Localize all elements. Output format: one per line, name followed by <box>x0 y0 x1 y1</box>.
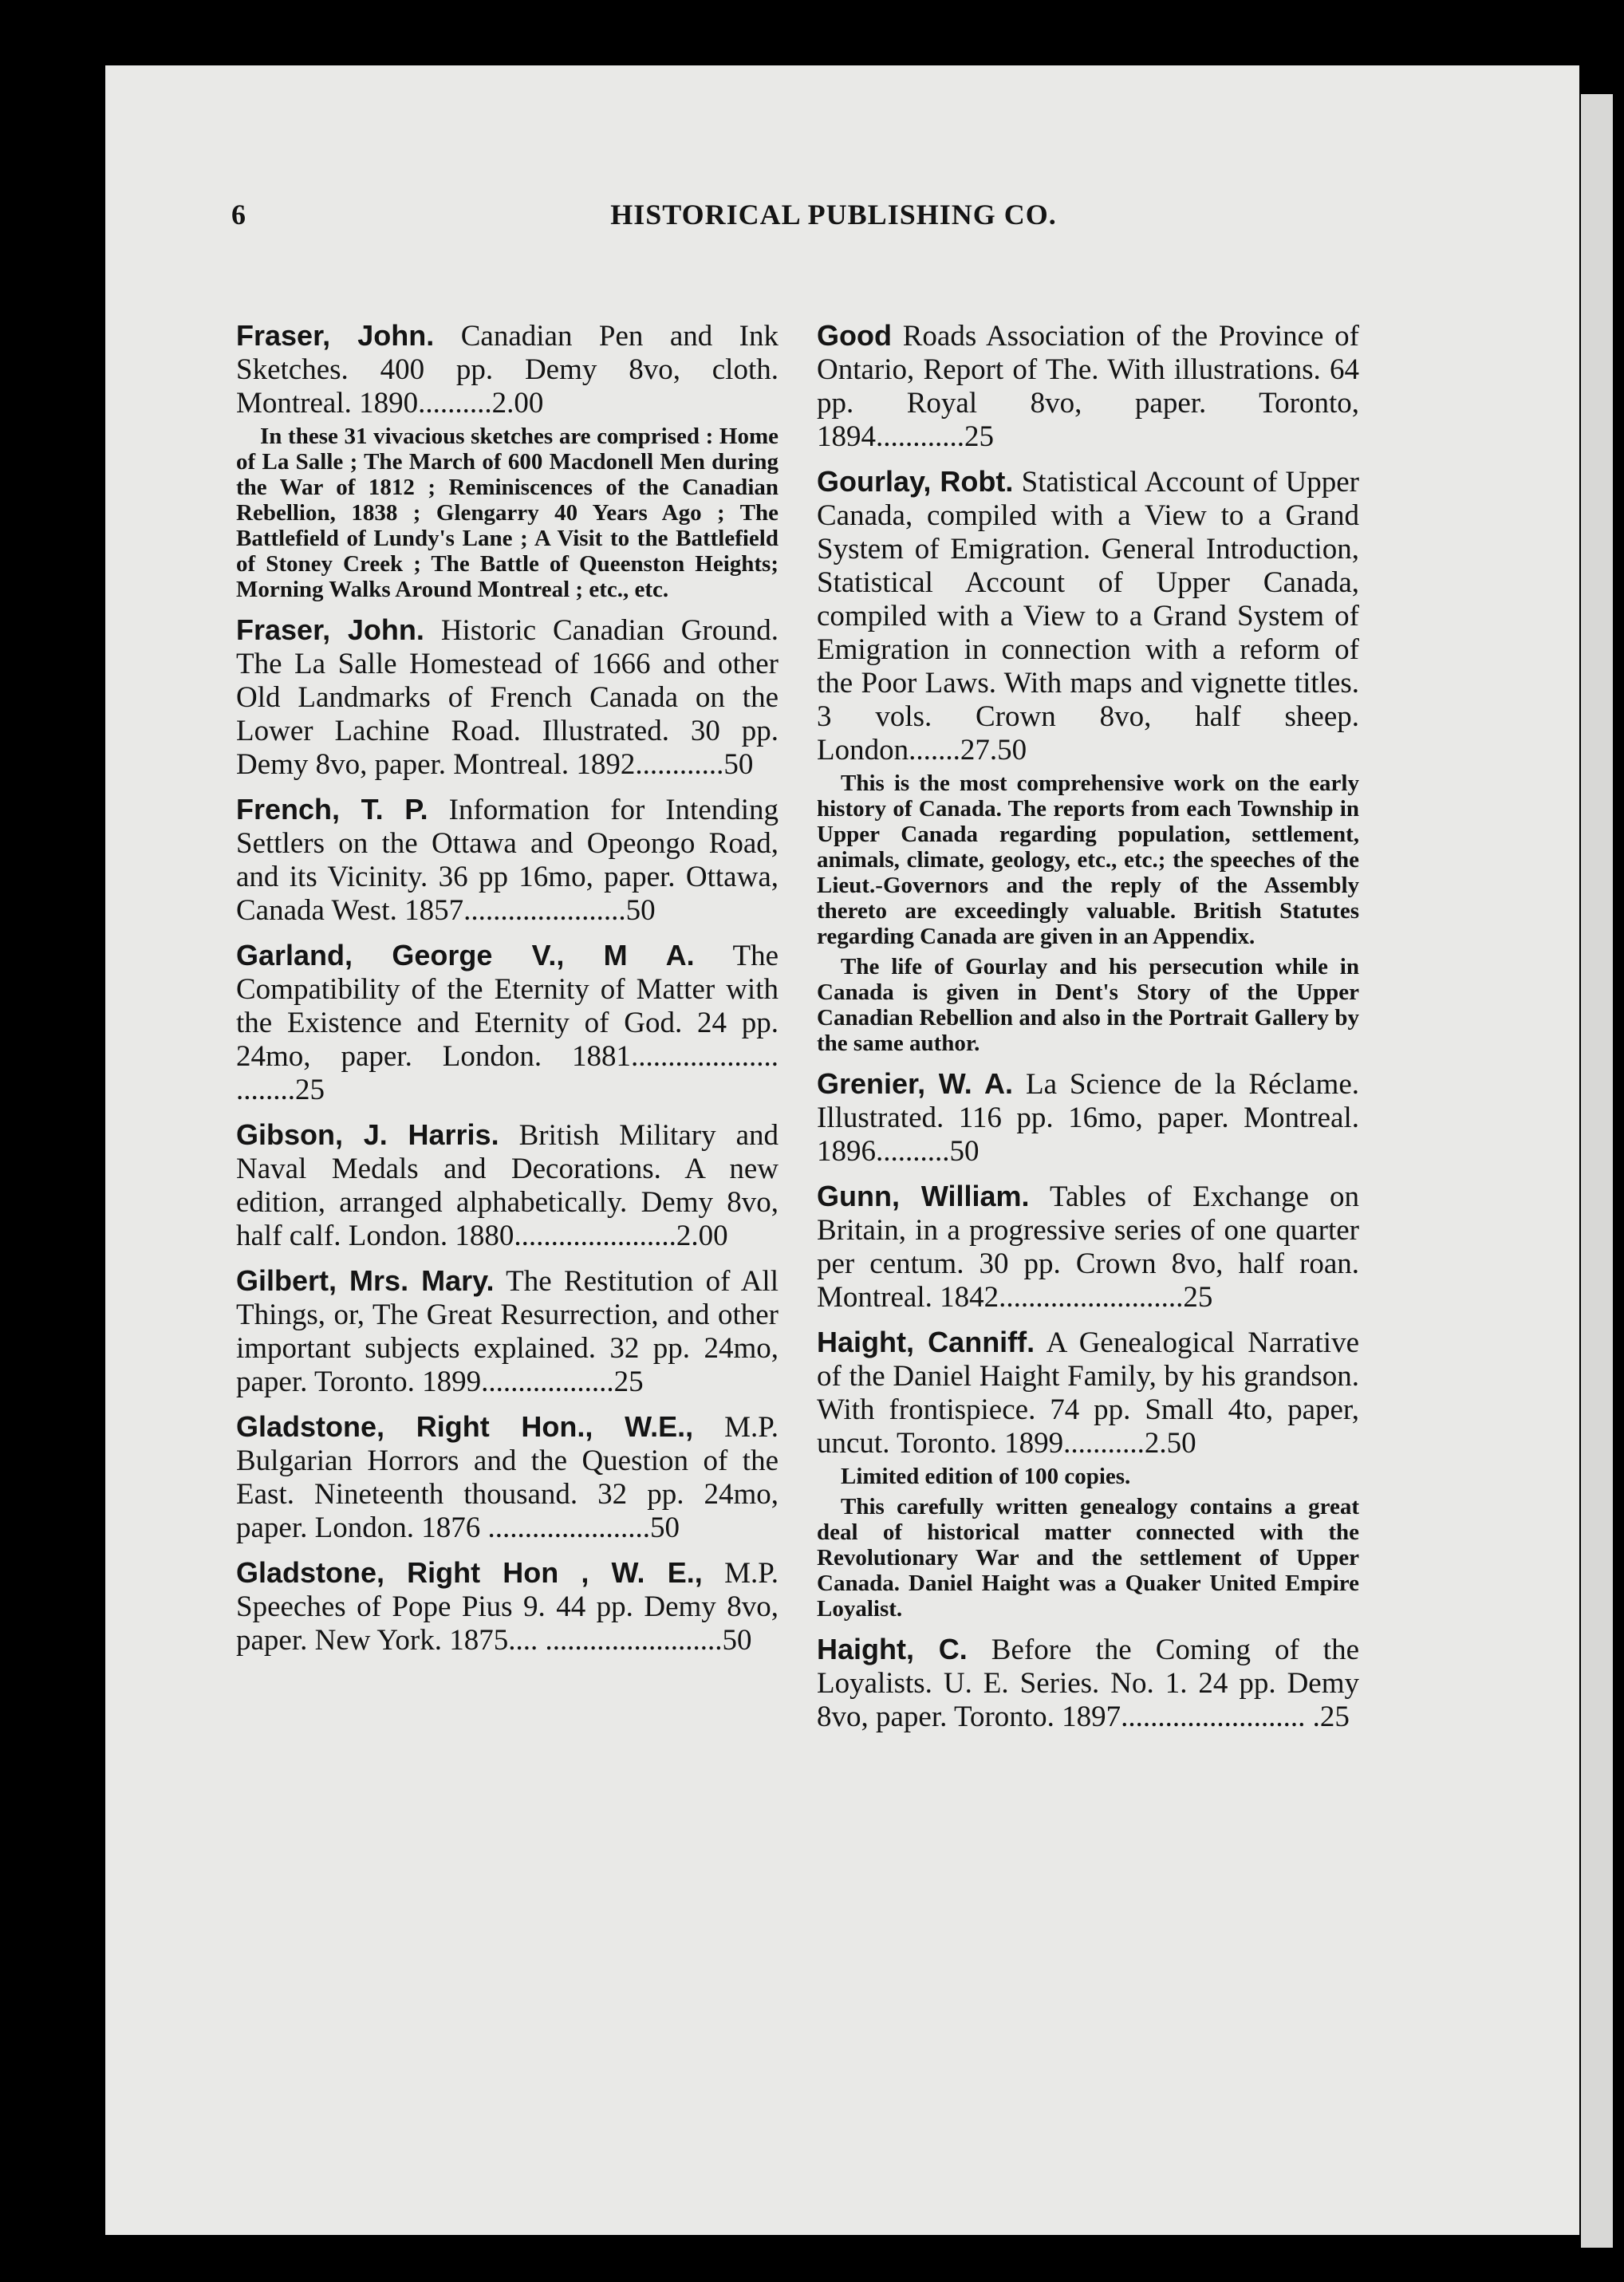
entry-text: Historic Canadian Ground. The La Salle Homestead of 1666 and other Old Landmarks of French Canada on the Lower Lachine Road. Illustrated. 30 pp. Demy 8vo, paper. Montreal. 1892............50 <box>236 614 778 781</box>
entry-note: In these 31 vivacious sketches are comprised : Home of La Salle ; The March of 600 Macdonell Men during the War of 1812 ; Reminiscences of the Canadian Rebellion, 1838 ; Glengarry 40 Years Ago ; The Battlefield of Lundy's Lane ; A Visit to the Battlefield of Stoney Creek ; The Battle of Queenston Heights; Morning Walks Around Montreal ; etc., etc. <box>236 424 778 602</box>
page-number: 6 <box>231 199 246 231</box>
entry-text: M.P. Bulgarian Horrors and the Question of the East. Nineteenth thousand. 32 pp. 24mo, paper. London. 1876 ......................50 <box>236 1411 778 1544</box>
catalogue-entry <box>236 1410 778 1545</box>
entry-author: Good <box>817 319 892 352</box>
entry-author: Gladstone, Right Hon., W.E., <box>236 1410 694 1443</box>
entry-text: The Restitution of All Things, or, The Great Resurrection, and other important subjects explained. 32 pp. 24mo, paper. Toronto. 1899..................25 <box>236 1265 778 1398</box>
catalogue-entry <box>817 319 1359 454</box>
entry-author: Haight, Canniff. <box>817 1326 1035 1358</box>
entry-text: Tables of Exchange on Britain, in a progressive series of one quarter per centum. 30 pp. Crown 8vo, half roan. Montreal. 1842.........................25 <box>817 1180 1359 1314</box>
catalogue-entry <box>817 1180 1359 1314</box>
catalogue-entry <box>236 613 778 782</box>
entry-text: A Genealogical Narrative of the Daniel Haight Family, by his grandson. With frontispiece. 74 pp. Small 4to, paper, uncut. Toronto. 1899...........2.50 <box>817 1326 1359 1460</box>
entry-author: Gunn, William. <box>817 1180 1030 1212</box>
catalogue-entry <box>817 1067 1359 1169</box>
catalogue-entry <box>817 465 1359 1056</box>
right-column <box>817 319 1359 1745</box>
catalogue-entry <box>236 793 778 928</box>
entry-author: Haight, C. <box>817 1633 968 1665</box>
entry-author: Gourlay, Robt. <box>817 465 1014 498</box>
entry-note: This is the most comprehensive work on the early history of Canada. The reports from each Township in Upper Canada regarding population, settlement, animals, climate, geology, etc., etc.; the speeches of the Lieut.-Governors and the reply of the Assembly thereto are exceedingly valuable. British Statutes regarding Canada are given in an Appendix. <box>817 771 1359 949</box>
catalogue-entry <box>236 939 778 1107</box>
entry-text: Statistical Account of Upper Canada, compiled with a View to a Grand System of Emigration. General Introduction, Statistical Account of Upper Canada, compiled with a View to a Grand System of Emigration in connection with a reform of the Poor Laws. With maps and vignette titles. 3 vols. Crown 8vo, half sheep. London.......27.50 <box>817 466 1360 767</box>
catalogue-entry <box>236 1264 778 1399</box>
entry-author: Garland, George V., M A. <box>236 939 695 972</box>
adjacent-page-edge <box>1581 94 1613 2248</box>
catalogue-entry <box>817 1326 1359 1622</box>
catalogue-entry <box>236 319 778 602</box>
entry-text: Before the Coming of the Loyalists. U. E. Series. No. 1. 24 pp. Demy 8vo, paper. Toronto. 1897......................... .25 <box>817 1634 1359 1733</box>
catalogue-entry <box>236 1118 778 1253</box>
running-head: HISTORICAL PUBLISHING CO. <box>610 199 1057 231</box>
entry-text: Information for Intending Settlers on the Ottawa and Opeongo Road, and its Vicinity. 36 pp 16mo, paper. Ottawa, Canada West. 1857......................50 <box>236 794 779 927</box>
catalogue-entry <box>236 1556 778 1657</box>
entry-note: This carefully written genealogy contains a great deal of historical matter connected with the Revolutionary War and the settlement of Upper Canada. Daniel Haight was a Quaker United Empire Loyalist. <box>817 1494 1359 1622</box>
page-header <box>231 198 1436 246</box>
entry-text: Canadian Pen and Ink Sketches. 400 pp. Demy 8vo, cloth. Montreal. 1890..........2.00 <box>236 320 778 420</box>
catalogue-entry <box>817 1633 1359 1734</box>
entry-author: French, T. P. <box>236 793 428 826</box>
left-column <box>236 319 778 1669</box>
entry-author: Fraser, John. <box>236 319 435 352</box>
entry-text: The Compatibility of the Eternity of Matter with the Existence and Eternity of God. 24 pp. 24mo, paper. London. 1881.................... ........25 <box>236 940 778 1106</box>
entry-author: Fraser, John. <box>236 613 424 646</box>
entry-text: British Military and Naval Medals and Decorations. A new edition, arranged alphabetically. Demy 8vo, half calf. London. 1880......................2.00 <box>236 1119 778 1252</box>
entry-note: Limited edition of 100 copies. <box>841 1464 1131 1489</box>
entry-author: Gladstone, Right Hon , W. E., <box>236 1556 703 1589</box>
entry-text: La Science de la Réclame. Illustrated. 116 pp. 16mo, paper. Montreal. 1896..........50 <box>817 1068 1360 1168</box>
entry-note: The life of Gourlay and his persecution while in Canada is given in Dent's Story of the Upper Canadian Rebellion and also in the Portrait Gallery by the same author. <box>817 954 1359 1056</box>
entry-author: Gilbert, Mrs. Mary. <box>236 1264 495 1297</box>
entry-author: Grenier, W. A. <box>817 1067 1014 1100</box>
entry-text: M.P. Speeches of Pope Pius 9. 44 pp. Demy 8vo, paper. New York. 1875.... ........................50 <box>236 1557 779 1657</box>
entry-author: Gibson, J. Harris. <box>236 1118 499 1151</box>
entry-text: Roads Association of the Province of Ontario, Report of The. With illustrations. 64 pp. Royal 8vo, paper. Toronto, 1894............25 <box>817 320 1360 453</box>
